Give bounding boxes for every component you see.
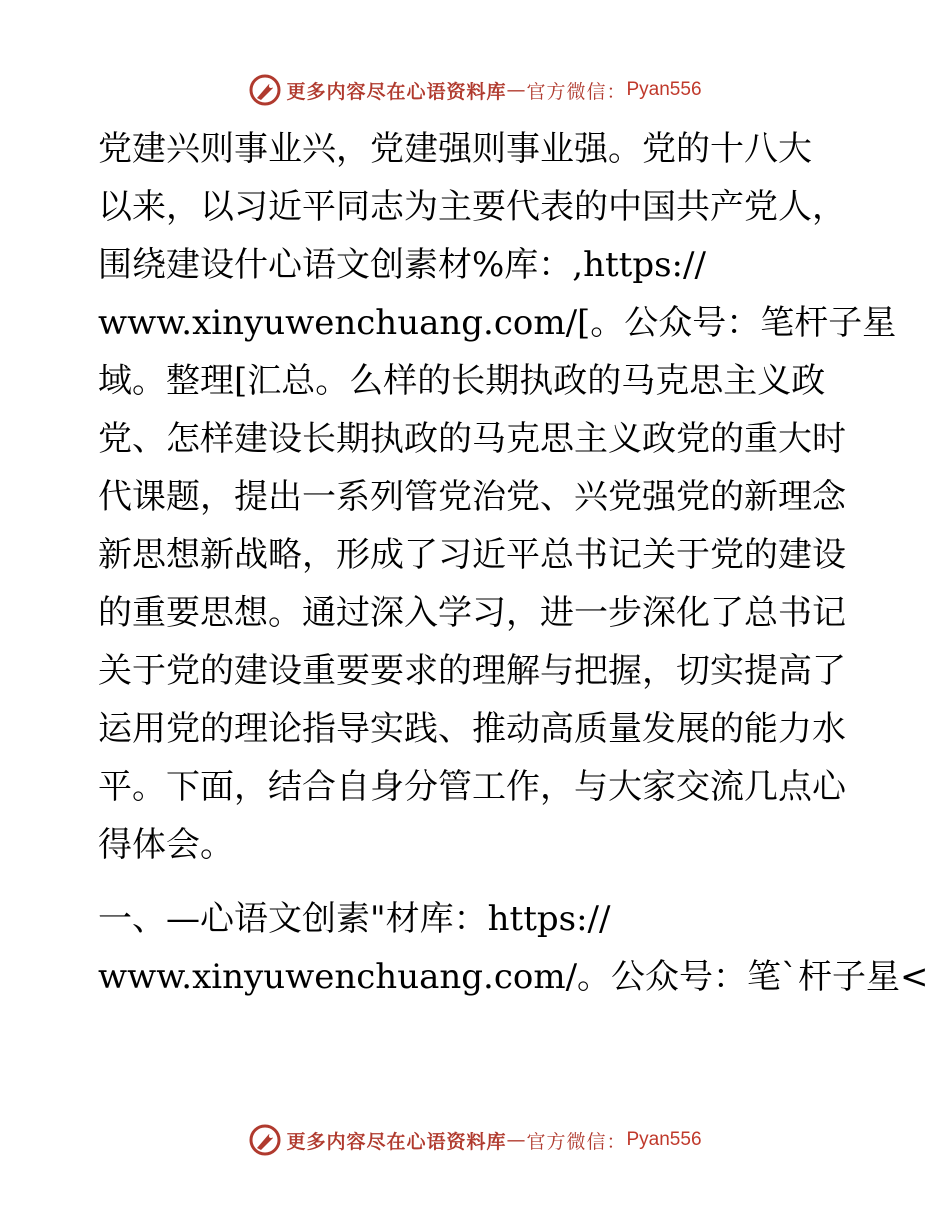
banner-title: 更多内容尽在心语资料库 xyxy=(286,1130,507,1153)
text-line: 得体会。 xyxy=(98,825,234,865)
text-line: 党建兴则事业兴，党建强则事业强。党的十八大 xyxy=(98,129,812,169)
pen-nib-icon xyxy=(248,73,282,107)
text-line: www.xinyuwenchuang.com/。公众号：笔`杆子星< xyxy=(98,957,929,997)
banner-separator: — xyxy=(506,1129,527,1151)
banner-wechat-handle: Pyan556 xyxy=(626,1129,702,1150)
text-line: 关于党的建设重要要求的理解与把握，切实提高了 xyxy=(98,651,846,691)
text-line: 代课题，提出一系列管党治党、兴党强党的新理念 xyxy=(98,477,846,517)
banner-separator: — xyxy=(506,79,527,101)
pen-nib-icon xyxy=(248,1123,282,1157)
banner-wechat-label: 官方微信： xyxy=(526,1130,627,1153)
text-line: 围绕建设什心语文创素材%库：,https:// xyxy=(98,245,706,285)
footer-banner xyxy=(0,1120,950,1160)
text-line: 以来，以习近平同志为主要代表的中国共产党人， xyxy=(98,187,846,227)
text-line: www.xinyuwenchuang.com/[。公众号：笔杆子星 xyxy=(98,303,897,343)
text-line: 新思想新战略，形成了习近平总书记关于党的建设 xyxy=(98,535,846,575)
text-line: 运用党的理论指导实践、推动高质量发展的能力水 xyxy=(98,709,846,749)
banner-title: 更多内容尽在心语资料库 xyxy=(286,80,507,103)
banner-wechat-handle: Pyan556 xyxy=(626,79,702,100)
text-line: 平。下面，结合自身分管工作，与大家交流几点心 xyxy=(98,767,846,807)
text-line: 党、怎样建设长期执政的马克思主义政党的重大时 xyxy=(98,419,846,459)
text-line: 一、—心语文创素"材库：https:// xyxy=(98,899,611,939)
header-banner xyxy=(0,70,950,110)
text-line: 的重要思想。通过深入学习，进一步深化了总书记 xyxy=(98,593,846,633)
text-line: 域。整理[汇总。么样的长期执政的马克思主义政 xyxy=(98,361,826,401)
banner-wechat-label: 官方微信： xyxy=(526,80,627,103)
